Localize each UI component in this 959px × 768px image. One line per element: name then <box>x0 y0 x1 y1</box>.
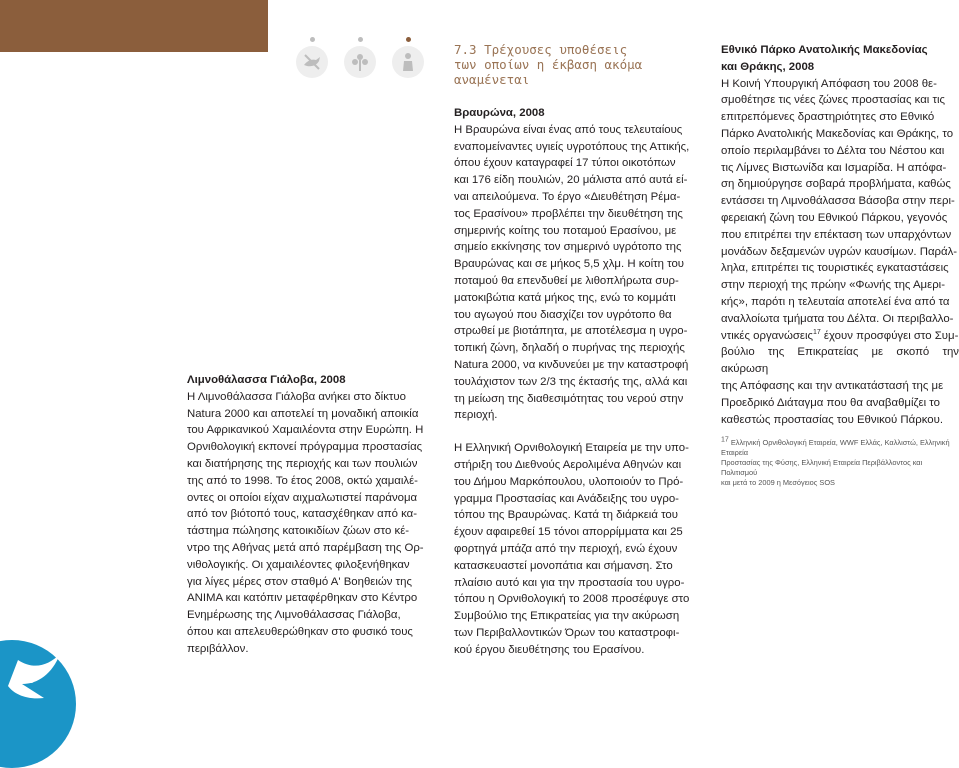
right-body-before <box>721 76 959 328</box>
text-line: φερειακή ζώνη του Εθνικού Πάρκου, γεγονός <box>721 211 948 224</box>
text-line: στήριξη του Διεθνούς Αερολιμένα Αθηνών και <box>454 458 682 471</box>
text-line: Η Λιμνοθάλασσα Γιάλοβα ανήκει στο δίκτυο <box>187 390 406 403</box>
text-line: στρωθεί με βιοτάπητα, με αποτέλεσμα η υγρο- <box>454 325 688 338</box>
paragraph-gap <box>454 424 692 440</box>
text-fragment: ντικές οργανώσεις <box>721 329 813 342</box>
text-line: κατασκευαστεί μονοπάτια και σήμανση. Στο <box>454 559 673 572</box>
left-column <box>187 372 428 658</box>
section-title-line: των οποίων η έκβαση ακόμα <box>454 57 643 72</box>
page-badge <box>0 640 76 768</box>
text-line: ματοκιβώτια κατά μήκος της, ενώ το κομμάτι <box>454 291 676 304</box>
text-line: ναι απειλούμενα. Το έργο «Διευθέτηση Ρέμα- <box>454 190 681 203</box>
text-line: και διατήρησης της περιοχής και των πουλιών <box>187 457 418 470</box>
plant-icon <box>344 46 376 78</box>
text-line: κού έργου διευθέτησης του Ερασίνου. <box>454 643 645 656</box>
bird-indicator-dot <box>310 37 315 42</box>
text-line: βούλιο της Επικρατείας με σκοπό την ακύρωση <box>721 346 959 376</box>
text-fragment: έχουν προσφύγει στο Συμ- <box>820 329 959 342</box>
text-line: Ενημέρωσης της Λιμνοθάλασσας Γιάλοβα, <box>187 609 401 622</box>
text-line: τουλάχιστον των 2/3 της έκτασής της, αλλά και <box>454 375 688 388</box>
text-line: τις Λίμνες Βιστωνίδα και Ισμαρίδα. Η απόφα- <box>721 161 947 174</box>
footnote <box>721 438 959 488</box>
right-heading-line: Εθνικό Πάρκο Ανατολικής Μακεδονίας <box>721 44 928 56</box>
text-line: περιοχή. <box>454 409 498 422</box>
text-line: ΑΝΙΜΑ και κατόπιν μεταφέρθηκαν στο Κέντρο <box>187 592 418 605</box>
page-number: 18 <box>22 674 35 686</box>
text-line: του Δήμου Μαρκόπουλου, υλοποιούν το Πρό- <box>454 475 684 488</box>
text-line: έχουν αφαιρεθεί 15 τόνοι απορρίμματα και 25 <box>454 526 683 539</box>
bird-icon-graphic <box>301 51 323 73</box>
category-icons <box>296 34 426 82</box>
text-line: οποίο περιλαμβάνει το Δέλτα του Νέστου και <box>721 144 945 157</box>
text-line: όπου έχουν καταγραφεί 17 τύποι οικοτόπων <box>454 157 676 170</box>
text-line: σημερινής κοίτης του ποταμού Ερασίνου, με <box>454 224 677 237</box>
text-line: του αγωγού που διασχίζει τον υγρότοπο θα <box>454 308 672 321</box>
text-line: Προεδρικό Διάταγμα που θα αναβαθμίζει το <box>721 396 940 409</box>
person-icon <box>392 46 424 78</box>
text-line: τόπου της Βραυρώνας. Κατά τη διάρκειά του <box>454 509 678 522</box>
footnote-line: Προστασίας της Φύσης, Ελληνική Εταιρεία Περιβάλλοντος και Πολιτισμού <box>721 458 923 478</box>
left-heading: Λιμνοθάλασσα Γιάλοβα, 2008 <box>187 374 346 386</box>
footnote-line: και μετά το 2009 η Μεσόγειος SOS <box>721 478 835 488</box>
footnote-marker: 17 <box>721 436 729 444</box>
text-line: στην περιοχή της πρώην «Φωνής της Αμερι- <box>721 279 945 292</box>
text-line: Η Βραυρώνα είναι ένας από τους τελευταίους <box>454 123 683 136</box>
right-column <box>721 42 959 488</box>
text-line: που επιτρέπει την επέκταση των υπαρχόντων <box>721 228 952 241</box>
text-line: της από το 1998. Το έτος 2008, οκτώ χαμαιλέ- <box>187 474 418 487</box>
section-title-line: αναμένεται <box>454 72 530 87</box>
middle-paragraph-2 <box>454 440 692 658</box>
text-line: από τον βιότοπό τους, κατασχέθηκαν από κα- <box>187 508 418 521</box>
text-line: σμοθέτησε τις νέες ζώνες προστασίας και τις <box>721 94 946 107</box>
text-line: τοπική ζώνη, δηλαδή ο πυρήνας της περιοχής <box>454 342 685 355</box>
text-line: οντες οι οποίοι είχαν αιχμαλωτιστεί παράνομα <box>187 491 418 504</box>
text-line: πλαίσιο αυτό και για την προστασία του υγρο- <box>454 576 685 589</box>
text-line: ποταμού θα επενδυθεί με λιθοπλήρωτα συρ- <box>454 274 679 287</box>
text-line: του Αφρικανικού Χαμαιλέοντα στην Ευρώπη. Η <box>187 424 424 437</box>
text-line: ληλα, επιτρέπει τις τουριστικές εγκαταστάσεις <box>721 262 949 275</box>
text-line: περιβάλλον. <box>187 642 249 655</box>
text-line: Ορνιθολογική εκπονεί πρόγραμμα προστασίας <box>187 441 423 454</box>
footnote-text: Ελληνική Ορνιθολογική Εταιρεία, WWF Ελλάς, Καλλιστώ, Ελληνική Εταιρεία <box>721 438 950 458</box>
header-color-block <box>0 0 268 52</box>
text-line: τος Ερασίνου» προβλέπει την διευθέτηση της <box>454 207 683 220</box>
text-line: τάστημα πώλησης κατοικιδίων ζώων στο κέ- <box>187 525 410 538</box>
plant-icon-graphic <box>349 51 371 73</box>
text-line: Βραυρώνας και σε μήκος 5,5 χλμ. Η κοίτη του <box>454 258 685 271</box>
left-body <box>187 389 428 658</box>
text-line: μονάδων δεξαμενών υγρών καυσίμων. Παράλ- <box>721 245 958 258</box>
text-line: Η Ελληνική Ορνιθολογική Εταιρεία με την υπο- <box>454 442 689 455</box>
footnote-line <box>721 438 959 458</box>
text-line: Πάρκο Ανατολικής Μακεδονίας και Θράκης, το <box>721 127 954 140</box>
text-line: νιθολογικής. Οι χαμαιλέοντες φιλοξενήθηκαν <box>187 558 410 571</box>
middle-column <box>454 42 692 659</box>
person-icon-graphic <box>397 51 419 73</box>
text-line: εναπομείναντες υγιείς υγροτόπους της Αττικής, <box>454 140 690 153</box>
text-line: κής», παρότι η τελευταία αποτελεί ένα από τα <box>721 295 950 308</box>
plant-indicator-dot <box>358 37 363 42</box>
text-line: τόπου η Ορνιθολογική το 2008 προσέφυγε στο <box>454 593 690 606</box>
footnote-reference: 17 <box>812 328 821 336</box>
text-line: και 176 είδη πουλιών, 20 μάλιστα από αυτά εί- <box>454 174 688 187</box>
text-line: καθεστώς προστασίας του Εθνικού Πάρκου. <box>721 413 943 426</box>
right-body-after <box>721 344 959 428</box>
text-line: για λίγες μέρες στον σταθμό Α' Βοηθειών της <box>187 575 412 588</box>
text-line: Συμβούλιο της Επικρατείας για την ακύρωση <box>454 610 680 623</box>
text-line: ντρο της Αθήνας μετά από παρέμβαση της Ορ- <box>187 541 424 554</box>
text-line: ση δημιούργησε σοβαρά προβλήματα, καθώς <box>721 178 951 191</box>
middle-paragraph-1 <box>454 122 692 424</box>
text-line: αναλλοίωτα τμήματα του Δέλτα. Οι περιβαλλο- <box>721 312 954 325</box>
text-line: γραμμα Προστασίας και Ανάδειξης του υγρο- <box>454 492 679 505</box>
text-line: επιτρεπόμενες δραστηριότητες στο Εθνικό <box>721 111 935 124</box>
text-line: Natura 2000, να κινδυνεύει με την καταστροφή <box>454 358 689 371</box>
text-line: της Απόφασης και την αντικατάστασή της με <box>721 379 944 392</box>
section-title-line: 7.3 Τρέχουσες υποθέσεις <box>454 42 628 57</box>
text-line: φορτηγά μπάζα από την περιοχή, ενώ έχουν <box>454 542 678 555</box>
text-line: τη μείωση της διαθεσιμότητας του νερού στην <box>454 392 684 405</box>
text-line: Natura 2000 και αποτελεί τη μοναδική αποικία <box>187 407 419 420</box>
right-heading-line: και Θράκης, 2008 <box>721 60 815 73</box>
text-line: σημείο εκκίνησης τον σημερινό υγρότοπο της <box>454 241 682 254</box>
bird-icon <box>296 46 328 78</box>
person-indicator-dot <box>406 37 411 42</box>
text-line-with-footnote <box>721 328 959 345</box>
swallow-icon <box>0 640 76 768</box>
text-line: των Περιβαλλοντικών Όρων του καταστροφι- <box>454 626 680 639</box>
text-line: Η Κοινή Υπουργική Απόφαση του 2008 θε- <box>721 77 937 90</box>
middle-heading: Βραυρώνα, 2008 <box>454 107 545 119</box>
text-line: εντάσσει τη Λιμνοθάλασσα Βάσοβα στην περι- <box>721 195 955 208</box>
text-line: όπου και απελευθερώθηκαν στο φυσικό τους <box>187 625 413 638</box>
section-title <box>454 42 692 87</box>
